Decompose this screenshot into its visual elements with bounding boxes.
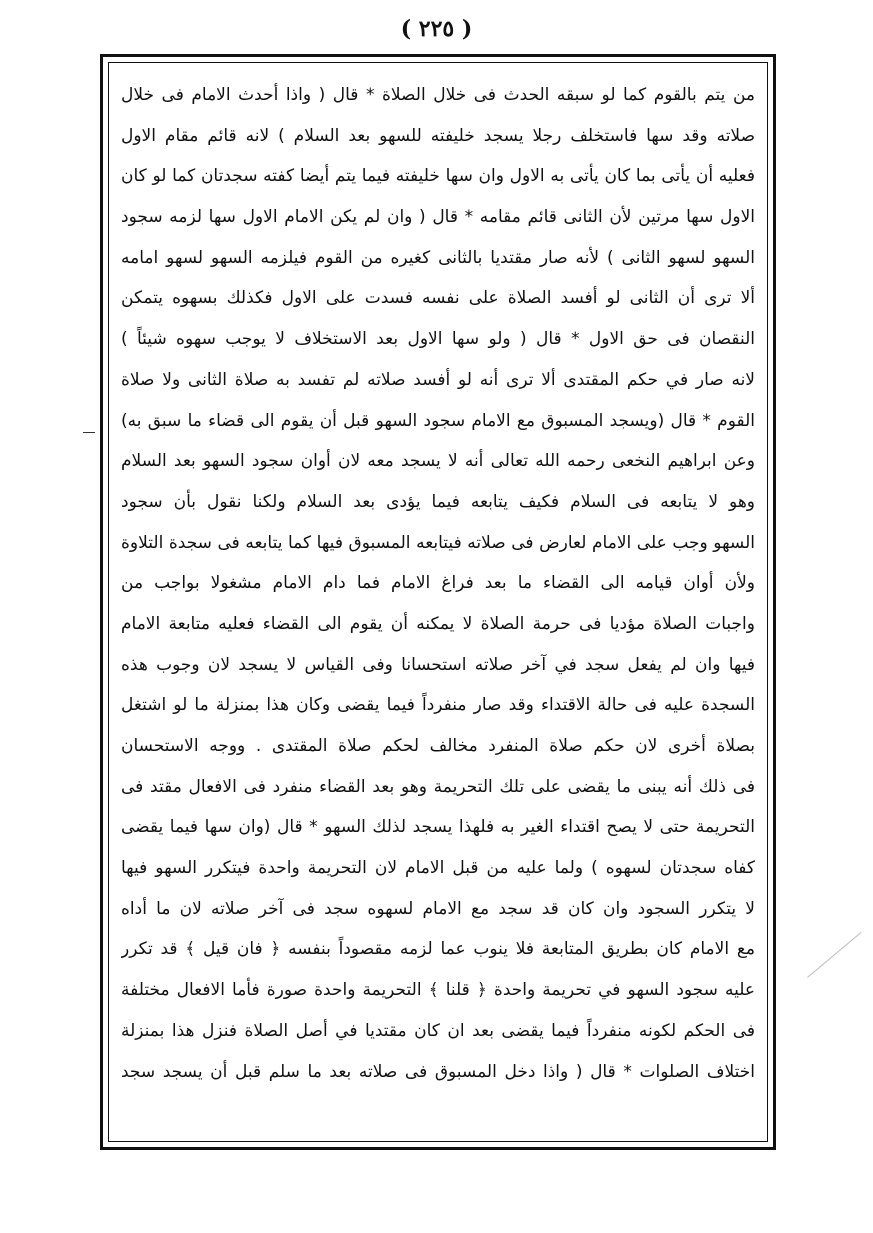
text-line: مع الامام كان بطريق المتابعة فلا ينوب عما لزمه مقصوداً بنفسه ﴿ فان قيل ﴾ قد تكرر — [121, 939, 755, 960]
text-line: فيها وان لم يفعل سجد في آخر صلاته استحسانا وفى القياس لا يسجد لان وجوب هذه — [121, 654, 755, 675]
text-line: من يتم بالقوم كما لو سبقه الحدث فى خلال الصلاة * قال ( واذا أحدث الامام فى خلال — [121, 85, 755, 105]
text-line: اختلاف الصلوات * قال ( واذا دخل المسبوق فى صلاته بعد ما سلم قبل أن يسجد سجد — [121, 1061, 755, 1082]
text-line: فى الحكم لكونه منفرداً فيما يقضى بعد ان كان مقتديا في أصل الصلاة فنزل هذا بمنزلة — [121, 1020, 755, 1041]
text-line: ولأن أوان قيامه الى القضاء ما بعد فراغ الامام فما دام الامام مشغولا بواجب من — [121, 573, 755, 594]
text-line: القوم * قال (ويسجد المسبوق مع الامام سجود السهو قبل أن يقوم الى قضاء ما سبق به) — [121, 410, 755, 431]
page-number: ( ٢٢٥ ) — [400, 16, 473, 42]
text-line: السهو لسهو الثانى ) لأنه صار مقتديا بالثانى كغيره من القوم فيلزمه السهو لسهو امامه — [121, 247, 755, 268]
text-line: النقصان فى حق الاول * قال ( ولو سها الاول بعد الاستخلاف لا يوجب سهوه شيئاً ) — [121, 329, 755, 350]
text-line: فى ذلك أنه يبنى ما يقضى على تلك التحريمة وهو بعد القضاء منفرد فى الافعال مقتد فى — [121, 776, 755, 797]
text-line: وهو لا يتابعه فى السلام فكيف يتابعه فيما يؤدى بعد السلام ولكنا نقول بأن سجود — [121, 491, 755, 512]
text-line: صلاته وقد سها فاستخلف رجلا يسجد خليفته للسهو بعد السلام ) لانه قائم مقام الاول — [121, 125, 755, 146]
text-line: واجبات الصلاة مؤديا فى حرمة الصلاة لا يمكنه أن يقوم الى القضاء فعليه متابعة الامام — [121, 613, 755, 634]
text-line: ألا ترى أن الثانى لو أفسد الصلاة على نفسه فسدت على الاول فكذلك بسهوه يتمكن — [121, 288, 755, 309]
text-line: بصلاة أخرى لان حكم صلاة المنفرد مخالف لحكم صلاة المقتدى . ووجه الاستحسان — [121, 736, 755, 756]
text-line: وعن ابراهيم النخعى رحمه الله تعالى أنه لا يسجد معه لان أوان سجود السهو بعد السلام — [121, 451, 755, 472]
text-line: الاول سها مرتين لأن الثانى قائم مقامه * قال ( وان لم يكن الامام الاول سها لزمه سجود — [121, 207, 755, 228]
scan-stroke — [807, 932, 861, 978]
page-frame-inner — [108, 62, 768, 1142]
margin-mark — [83, 432, 95, 433]
text-body — [121, 75, 755, 1133]
text-line: فعليه أن يأتى بما كان يأتى به الاول وان سها خليفته فيما يتم أيضا كفته سجدتان كما لو كان — [121, 166, 755, 187]
text-line: التحريمة حتى لا يصح اقتداء الغير به فلهذا يسجد لذلك السهو * قال (وان سها فيما يقضى — [121, 817, 755, 838]
page-frame-outer — [100, 54, 776, 1150]
text-line: لانه صار في حكم المقتدى ألا ترى أنه لو أفسد صلاته لم تفسد به صلاة الثانى ولا صلاة — [121, 369, 755, 390]
text-line: كفاه سجدتان لسهوه ) ولما عليه من قبل الامام لان التحريمة واحدة فيتكرر السهو فيها — [121, 858, 755, 879]
text-line: السهو وجب على الامام لعارض فى صلاته فيتابعه المسبوق فيها كما يتابعه فى سجدة التلاوة — [121, 532, 755, 553]
text-line: لا يتكرر السجود وان كان قد سجد مع الامام لسهوه سجد فى آخر صلاته لان ما أداه — [121, 898, 755, 919]
text-line: عليه سجود السهو في تحريمة واحدة ﴿ قلنا ﴾ التحريمة واحدة صورة فأما الافعال مختلفة — [121, 980, 755, 1001]
text-line: السجدة عليه فى حالة الاقتداء وقد صار منفرداً فيما يقضى وكان هذا بمنزلة ما لو اشتغل — [121, 695, 755, 716]
